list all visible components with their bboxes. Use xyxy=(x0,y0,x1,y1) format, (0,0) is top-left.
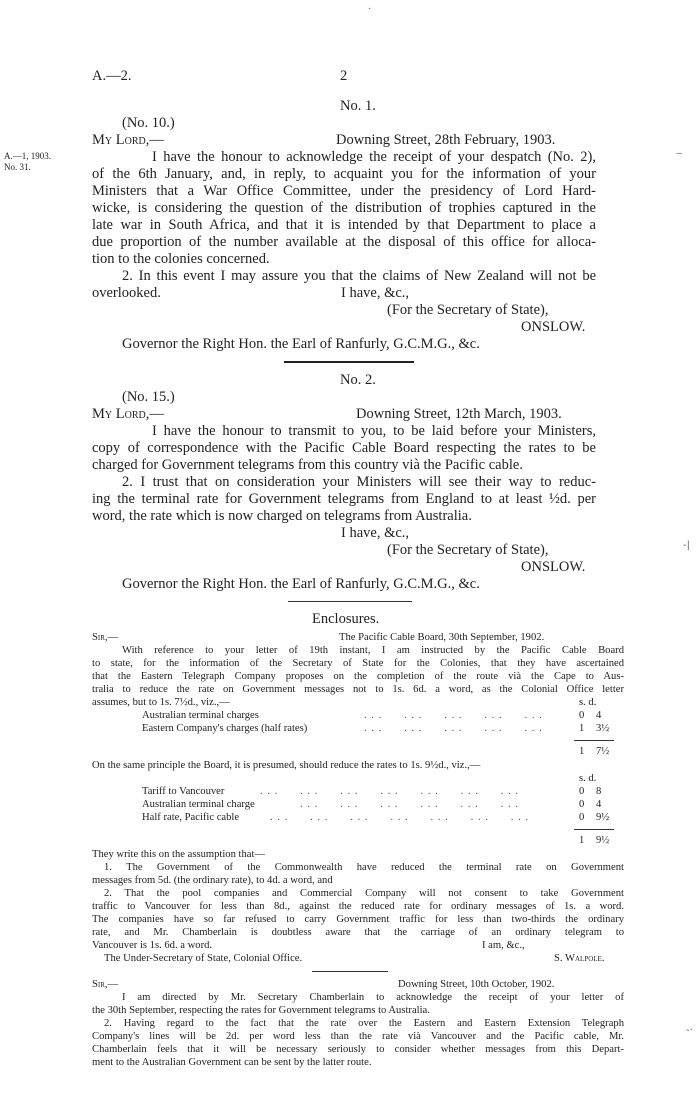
table1-row-d: 4 xyxy=(596,710,602,721)
table2-row-label: Australian terminal charge xyxy=(142,799,255,810)
table1-total-d: 7½ xyxy=(596,746,610,757)
enclosure-a-after-line: rate, and Mr. Chamberlain is doubtless aware that the carriage of an ordinary telegram to xyxy=(92,927,624,938)
scan-mark: -· xyxy=(686,1025,693,1036)
table1-row-s: 1 xyxy=(579,723,585,734)
enclosure-a-after-line: Vancouver is 1s. 6d. a word. xyxy=(92,940,213,951)
enclosure-a-place-date: The Pacific Cable Board, 30th September, 1902. xyxy=(339,632,545,643)
margin-note-ref: A.—1, 1903. xyxy=(4,151,51,161)
scan-mark: -| xyxy=(683,540,690,551)
letter1-place-date: Downing Street, 28th February, 1903. xyxy=(336,132,556,148)
table2-total-d: 9½ xyxy=(596,835,610,846)
letter1-salutation: My Lord,— xyxy=(92,132,164,148)
document-reference: A.—2. xyxy=(92,68,132,84)
table1-total-rule xyxy=(574,740,614,741)
enclosure-a-after-line: messages from 5d. (the ordinary rate), to 4d. a word, and xyxy=(92,875,333,886)
letter2-number: (No. 15.) xyxy=(122,389,175,405)
enclosure-a-after-line: The companies have so far refused to carry Government traffic for less than two-thirds the ordinary xyxy=(92,914,624,925)
enclosure-a-mid-line: On the same principle the Board, it is presumed, should reduce the rates to 1s. 9½d., viz.,— xyxy=(92,760,481,771)
enclosure-a-addressee: The Under-Secretary of State, Colonial Office. xyxy=(104,953,303,964)
letter1-signature: ONSLOW. xyxy=(521,319,586,335)
letter2-line: charged for Government telegrams from this country vià the Pacific cable. xyxy=(92,457,523,473)
page-number: 2 xyxy=(340,68,348,84)
enclosure-b-salutation: Sir,— xyxy=(92,979,119,990)
table2-total-rule xyxy=(574,829,614,830)
table2-row-d: 9½ xyxy=(596,812,610,823)
enclosures-heading: Enclosures. xyxy=(312,611,380,627)
letter1-closing: I have, &c., xyxy=(341,285,410,301)
enclosure-b-line: 2. Having regard to the fact that the rate over the Eastern and Eastern Extension Telegraph xyxy=(104,1018,624,1029)
enclosure-b-line: Company's lines will be 2d. per word less than the rate vià Vancouver and the Pacific cable, Mr. xyxy=(92,1031,624,1042)
letter1-para2: 2. In this event I may assure you that the claims of New Zealand will not be xyxy=(122,268,596,284)
enclosure-a-line: tralia to reduce the rate on Government messages not to 1s. 6d. a word, as the Colonial Office letter xyxy=(92,684,624,695)
scan-mark: ‒ xyxy=(676,148,683,159)
letter1-for-secretary: (For the Secretary of State), xyxy=(387,302,549,318)
letter1-line: due proportion of the number available at the disposal of this office for alloca- xyxy=(92,234,596,250)
table2-row-s: 0 xyxy=(579,799,585,810)
letter2-para2: ing the terminal rate for Government telegrams from England to at least ½d. per xyxy=(92,491,596,507)
enclosure-a-line: assumes, but to 1s. 7½d., viz.,— xyxy=(92,697,230,708)
letter1-number: (No. 10.) xyxy=(122,115,175,131)
letter1-line: of the 6th January, and, in reply, to acquaint you for the information of your xyxy=(92,166,596,182)
table2-row-s: 0 xyxy=(579,812,585,823)
letter2-place-date: Downing Street, 12th March, 1903. xyxy=(356,406,562,422)
table2-units: s. d. xyxy=(579,773,597,784)
scan-mark: · xyxy=(368,4,372,15)
table2-row-s: 0 xyxy=(579,786,585,797)
table2-row-label: Tariff to Vancouver xyxy=(142,786,225,797)
letter2-signature: ONSLOW. xyxy=(521,559,586,575)
enclosure-b-line: Chamberlain feels that it will be necessary seriously to consider whether messages from this Depart- xyxy=(92,1044,624,1055)
letter1-line: wicke, is considering the question of the distribution of trophies captured in the xyxy=(92,200,596,216)
letter2-heading: No. 2. xyxy=(340,372,376,388)
letter2-salutation: My Lord,— xyxy=(92,406,164,422)
enclosure-a-line: With reference to your letter of 19th instant, I am instructed by the Pacific Cable Board xyxy=(122,645,624,656)
letter1-addressee: Governor the Right Hon. the Earl of Ranfurly, G.C.M.G., &c. xyxy=(122,336,480,352)
letter2-para2: 2. I trust that on consideration your Ministers will see their way to reduc- xyxy=(122,474,596,490)
table1-row-d: 3½ xyxy=(596,723,610,734)
letter1-line: late war in South Africa, and that it is intended by that Department to place a xyxy=(92,217,596,233)
document-page: A.—2. 2 No. 1. (No. 10.) My Lord,— Downing Street, 28th February, 1903. A.—1, 1903. No. 31. I have the honour to acknowledge the receipt of your despatch (No. 2), of the 6th January, and, in reply, to acquaint you for the information of your Ministers that a War Office Committee, under the presidency of Lord Hard- wicke, is considering the question of the distribution of trophies captured in the late war in South Africa, and that it is intended by that Department to place a due proportion of the number available at the disposal of this office for alloca- tion to the colonies concerned. 2. In this event I may assure you that the claims of New Zealand will not be overlooked. I have, &c., (For the Secretary of State), ONSLOW. Governor the Right Hon. the Earl of Ranfurly, G.C.M.G., &c. No. 2. (No. 15.) My Lord,— Downing Street, 12th March, 1903. I have the honour to transmit to you, to be laid before your Ministers, copy of correspondence with the Pacific Cable Board respecting the rates to be charged for Government telegrams from this country vià the Pacific cable. 2. I trust that on consideration your Ministers will see their way to reduc- ing the terminal rate for Government telegrams from England to at least ½d. per word, the rate which is now charged on telegrams from Australia. I have, &c., (For the Secretary of State), ONSLOW. Governor the Right Hon. the Earl of Ranfurly, G.C.M.G., &c. Enclosures. Sir,— The Pacific Cable Board, 30th September, 1902. With reference to your letter of 19th instant, I am instructed by the Pacific Cable Board to state, for the information of the Secretary of State for the Colonies, that they have ascertained that the Eastern Telegraph Company proposes on the completion of the route vià the Cape to Aus- tralia to reduce the rate on Government messages not to 1s. 6d. a word, as the Colonial Office letter assumes, but to 1s. 7½d., viz.,— s. d. Australian terminal charges . . . . . . . . . . . . . . . 0 4 Eastern Company's charges (half rates) . . . . . . . . . . . . . . . 1 3½ 1 7½ On the same principle the Board, it is presumed, should reduce the rates to 1s. 9½d., viz.,— s. d. Tariff to Vancouver . . . . . . . . . . . . . . . . . . . . . 0 8 Australian terminal charge . . . . . . . . . . . . . . . . . . 0 4 Half rate, Pacific cable . . . . . . . . . . . . . . . . . . . . . 0 9½ 1 9½ They write this on the assumption that— 1. The Government of the Commonwealth have reduced the terminal rate on Government messages from 5d. (the ordinary rate), to 4d. a word, and 2. That the pool companies and Commercial Company will not consent to take Government traffic to Vancouver for less than 8d., against the reduced rate for ordinary messages of 1s. a word. The companies have so far refused to carry Government traffic for less than two-thirds the ordinary rate, and Mr. Chamberlain is doubtless aware that the carriage of an ordinary telegram to Vancouver is 1s. 6d. a word. I am, &c., The Under-Secretary of State, Colonial Office. S. Walpole. Sir,— Downing Street, 10th October, 1902. I am directed by Mr. Secretary Chamberlain to acknowledge the receipt of your letter of the 30th September, respecting the rates for Government telegrams to Australia. 2. Having regard to the fact that the rate over the Eastern and Eastern Extension Telegraph Company's lines will be 2d. per word less than the rate vià Vancouver and the Pacific cable, Mr. Chamberlain feels that it will be necessary seriously to consider whether messages from this Depart- ment to the Australian Government can be sent by the latter route. · ‒ -| -· xyxy=(4,4,693,1068)
letter2-for-secretary: (For the Secretary of State), xyxy=(387,542,549,558)
enclosure-a-after-line: traffic to Vancouver for less than 8d., against the reduced rate for ordinary messages of 1s. a word. xyxy=(92,901,624,912)
enclosure-a-closing: I am, &c., xyxy=(482,940,525,951)
table2-total-s: 1 xyxy=(579,835,585,846)
section-divider xyxy=(284,361,414,363)
margin-note-no: No. 31. xyxy=(4,162,31,172)
enclosure-a-after-line: 2. That the pool companies and Commercial Company will not consent to take Government xyxy=(104,888,624,899)
section-divider xyxy=(288,601,412,602)
enclosure-a-after-line: 1. The Government of the Commonwealth have reduced the terminal rate on Government xyxy=(104,862,624,873)
letter2-closing: I have, &c., xyxy=(341,525,410,541)
enclosure-a-after-line: They write this on the assumption that— xyxy=(92,849,266,860)
enclosure-b-place-date: Downing Street, 10th October, 1902. xyxy=(398,979,555,990)
letter1-para2: overlooked. xyxy=(92,285,161,301)
letter2-addressee: Governor the Right Hon. the Earl of Ranfurly, G.C.M.G., &c. xyxy=(122,576,480,592)
letter1-line: Ministers that a War Office Committee, under the presidency of Lord Hard- xyxy=(92,183,596,199)
enclosure-b-line: I am directed by Mr. Secretary Chamberlain to acknowledge the receipt of your letter of xyxy=(122,992,624,1003)
enclosure-a-line: that the Eastern Telegraph Company proposes on the completion of the route vià the Cape to Aus- xyxy=(92,671,624,682)
enclosure-a-line: to state, for the information of the Secretary of State for the Colonies, that they have ascertained xyxy=(92,658,624,669)
enclosure-b-line: the 30th September, respecting the rates for Government telegrams to Australia. xyxy=(92,1005,430,1016)
letter1-heading: No. 1. xyxy=(340,98,376,114)
table1-row-s: 0 xyxy=(579,710,585,721)
table1-row-label: Eastern Company's charges (half rates) xyxy=(142,723,308,734)
table1-units: s. d. xyxy=(579,697,597,708)
enclosure-a-signature: S. Walpole. xyxy=(554,953,605,964)
enclosure-b-line: ment to the Australian Government can be sent by the latter route. xyxy=(92,1057,372,1068)
table1-total-s: 1 xyxy=(579,746,585,757)
letter2-line: I have the honour to transmit to you, to be laid before your Ministers, xyxy=(152,423,596,439)
enclosure-a-salutation: Sir,— xyxy=(92,632,119,643)
table2-row-d: 8 xyxy=(596,786,602,797)
letter1-line: tion to the colonies concerned. xyxy=(92,251,270,267)
table2-row-d: 4 xyxy=(596,799,602,810)
letter1-line: I have the honour to acknowledge the receipt of your despatch (No. 2), xyxy=(152,149,596,165)
section-divider xyxy=(312,971,388,972)
letter2-line: copy of correspondence with the Pacific Cable Board respecting the rates to be xyxy=(92,440,596,456)
letter2-para2: word, the rate which is now charged on telegrams from Australia. xyxy=(92,508,472,524)
table2-row-label: Half rate, Pacific cable xyxy=(142,812,240,823)
table1-row-label: Australian terminal charges xyxy=(142,710,259,721)
